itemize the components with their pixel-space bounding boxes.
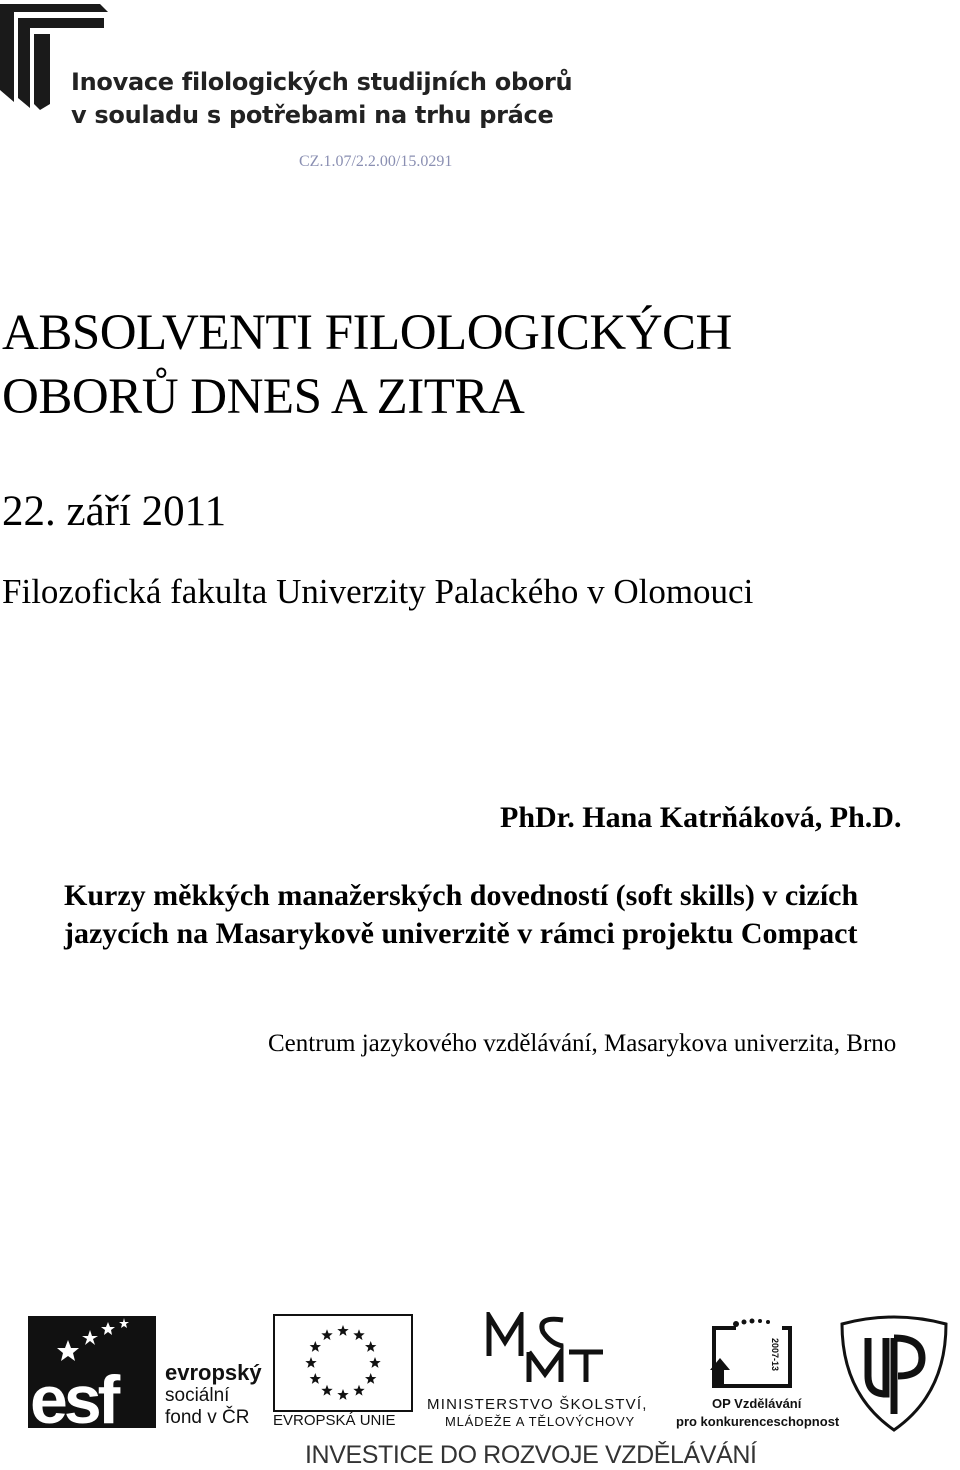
- footer-investice-text: INVESTICE DO ROZVOJE VZDĚLÁVÁNÍ: [305, 1441, 757, 1469]
- paper-title-line-1: Kurzy měkkých manažerských dovedností (soft skills) v cizích: [64, 879, 859, 912]
- paper-author: PhDr. Hana Katrňáková, Ph.D.: [500, 801, 902, 834]
- esf-logo-line-1: evropský: [165, 1360, 262, 1385]
- project-code: CZ.1.07/2.2.00/15.0291: [299, 153, 453, 170]
- op-vzdelavani-line-1: OP Vzdělávání: [712, 1396, 802, 1411]
- msmt-line-1: MINISTERSTVO ŠKOLSTVÍ,: [427, 1396, 648, 1413]
- palacky-university-logo: [838, 1314, 950, 1432]
- msmt-logo: [425, 1312, 665, 1434]
- project-logo-line-2: v souladu s potřebami na trhu práce: [71, 101, 554, 129]
- op-vzdelavani-years: 2007-13: [770, 1338, 780, 1372]
- eu-stars-flag-icon: [273, 1314, 413, 1412]
- msmt-line-2: MLÁDEŽE A TĚLOVÝCHOVY: [445, 1414, 635, 1429]
- esf-logo-mark-text: esf: [30, 1362, 117, 1438]
- op-vzdelavani-mark-icon: [706, 1318, 798, 1392]
- conference-title-line-1: ABSOLVENTI FILOLOGICKÝCH: [2, 305, 732, 361]
- conference-date: 22. září 2011: [2, 488, 227, 535]
- eu-logo-label: EVROPSKÁ UNIE: [273, 1412, 396, 1429]
- project-logo-line-1: Inovace filologických studijních oborů: [71, 68, 573, 96]
- paper-title: [64, 877, 960, 953]
- esf-logo-line-2: sociální: [165, 1385, 230, 1406]
- esf-logo-line-3: fond v ČR: [165, 1407, 250, 1428]
- op-vzdelavani-line-2: pro konkurenceschopnost: [676, 1414, 840, 1429]
- project-logo: [0, 0, 573, 135]
- university-shield-icon: [838, 1314, 950, 1432]
- conference-venue: Filozofická fakulta Univerzity Palackého v Olomouci: [2, 572, 754, 611]
- esf-logo: [28, 1314, 268, 1438]
- paper-title-line-2: jazycích na Masarykově univerzitě v rámci projektu Compact: [64, 917, 858, 950]
- eu-logo: [273, 1314, 413, 1434]
- paper-affiliation: Centrum jazykového vzdělávání, Masarykova univerzita, Brno: [268, 1030, 897, 1057]
- conference-title-line-2: OBORŮ DNES A ZITRA: [2, 369, 525, 425]
- msmt-mark-icon: [485, 1312, 605, 1384]
- op-vzdelavani-logo: [672, 1318, 840, 1434]
